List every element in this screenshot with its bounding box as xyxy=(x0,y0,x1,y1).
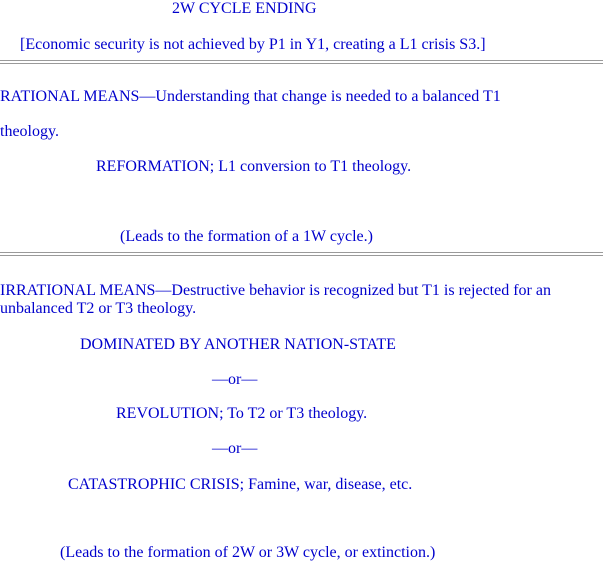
reformation-line: REFORMATION; L1 conversion to T1 theology. xyxy=(96,158,412,175)
divider-middle-1 xyxy=(0,252,603,253)
irrational-means-paragraph: IRRATIONAL MEANS—Destructive behavior is recognized but T1 is rejected for an unbalanced T2 or T3 theology. xyxy=(0,282,551,317)
leads-to-2w-3w-line: (Leads to the formation of 2W or 3W cycle, or extinction.) xyxy=(60,544,436,561)
catastrophic-crisis-line: CATASTROPHIC CRISIS; Famine, war, disease, etc. xyxy=(68,476,413,493)
revolution-line: REVOLUTION; To T2 or T3 theology. xyxy=(116,405,368,422)
rational-means-line: RATIONAL MEANS—Understanding that change is needed to a balanced T1 xyxy=(0,88,501,105)
leads-to-1w-line: (Leads to the formation of a 1W cycle.) xyxy=(120,228,373,245)
divider-top-1 xyxy=(0,60,603,61)
cycle-ending-heading: 2W CYCLE ENDING xyxy=(172,0,317,17)
cycle-ending-note: [Economic security is not achieved by P1 in Y1, creating a L1 crisis S3.] xyxy=(20,36,486,53)
divider-top-2 xyxy=(0,63,603,64)
rational-means-line-cont: theology. xyxy=(0,123,59,140)
or-separator-2: —or— xyxy=(212,440,258,457)
dominated-line: DOMINATED BY ANOTHER NATION-STATE xyxy=(80,336,396,353)
divider-middle-2 xyxy=(0,255,603,256)
or-separator-1: —or— xyxy=(212,371,258,388)
